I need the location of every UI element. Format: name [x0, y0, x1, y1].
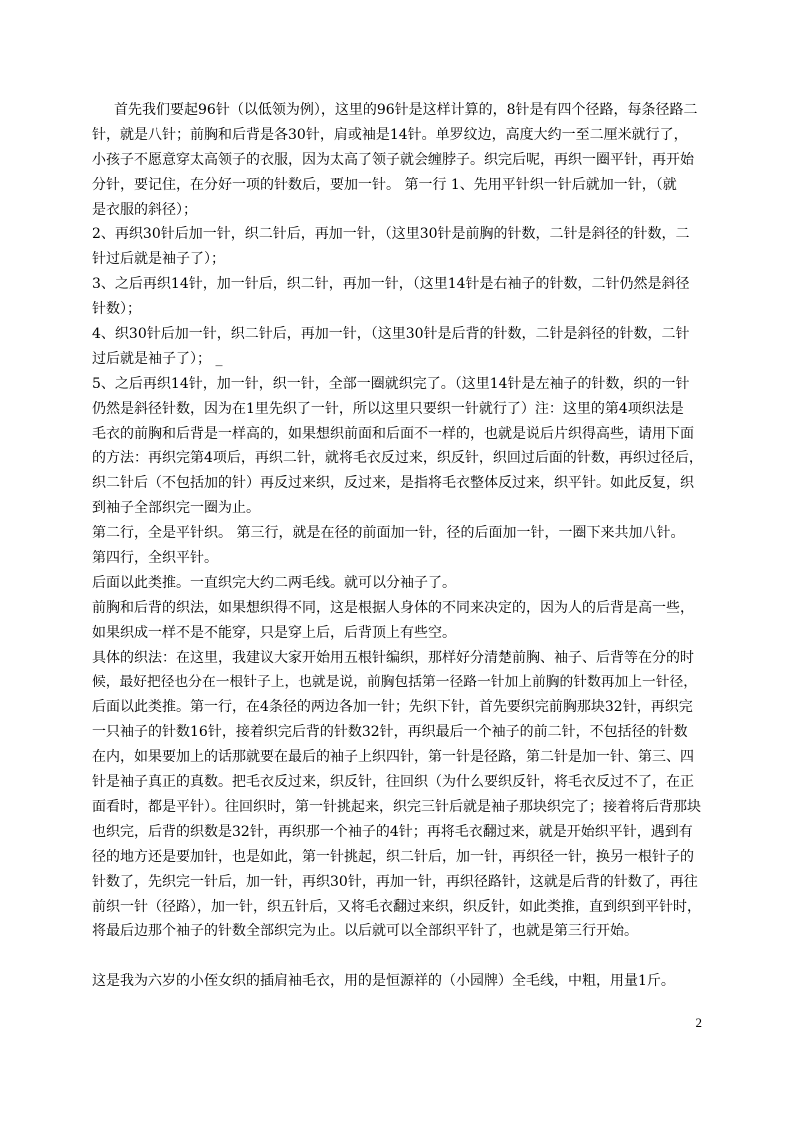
text-line: 候，最好把径也分在一根针子上，也就是说，前胸包括第一径路一针加上前胸的针数再加上一针径， [92, 674, 698, 691]
text-line: 织二针后（不包括加的针）再反过来织，反过来，是指将毛衣整体反过来，织平针。如此反复，织 [92, 475, 694, 492]
text-line: 分针，要记住，在分好一项的针数后，要加一针。 第一行 1、先用平针织一针后就加一针，（就 [92, 176, 677, 193]
text-line: 是衣服的斜径）； [92, 201, 197, 218]
text-line: 针是袖子真正的真数。把毛衣反过来，织反针，往回织（为什么要织反针，将毛衣反过不了，在正 [92, 774, 694, 791]
text-line: 后面以此类推。第一行，在4条径的两边各加一针；先织下针，首先要织完前胸那块32针，再织完 [92, 699, 693, 716]
text-line: 小孩子不愿意穿太高领子的衣服，因为太高了领子就会缠脖子。织完后呢，再织一圈平针，再开始 [92, 151, 694, 168]
text-line: 5、之后再织14针，加一针，织一针，全部一圈就织完了。（这里14针是左袖子的针数，织的一针 [92, 375, 690, 392]
text-line: 第四行，全织平针。 [92, 550, 218, 567]
text-line: 面看时，都是平针）。往回织时，第一针挑起来，织完三针后就是袖子那块织完了；接着将后背那块 [92, 798, 701, 815]
document-body [92, 98, 704, 994]
text-line: 仍然是斜径针数，因为在1里先织了一针，所以这里只要织一针就行了）注：这里的第4项织法是 [92, 400, 684, 417]
page-number: 2 [695, 1015, 702, 1030]
text-line: 后面以此类推。一直织完大约二两毛线。就可以分袖子了。 [92, 574, 456, 591]
text-line: 过后就是袖子了）； _ [92, 350, 223, 367]
text-line: 4、织30针后加一针，织二针后，再加一针，（这里30针是后背的针数，二针是斜径的针数，二针 [92, 326, 690, 343]
text-line: 也织完，后背的织数是32针，再织那一个袖子的4针；再将毛衣翻过来，就是开始织平针，遇到有 [92, 823, 693, 840]
text-line: 针过后就是袖子了）； [92, 251, 225, 268]
text-line: 具体的织法：在这里，我建议大家开始用五根针编织，那样好分清楚前胸、袖子、后背等在分的时 [92, 649, 694, 666]
text-line: 第二行，全是平针织。 第三行，就是在径的前面加一针，径的后面加一针，一圈下来共加八针。 [92, 525, 685, 542]
text-line: 毛衣的前胸和后背是一样高的，如果想织前面和后面不一样的，也就是说后片织得高些，请用下面 [92, 425, 694, 442]
text-line: 一只袖子的针数16针，接着织完后背的针数32针，再织最后一个袖子的前二针，不包括径的针数 [92, 724, 688, 741]
text-line: 2、再织30针后加一针，织二针后，再加一针，（这里30针是前胸的针数，二针是斜径的针数，二 [92, 226, 690, 243]
text-line: 在内，如果要加上的话那就要在最后的袖子上织四针，第一针是径路，第二针是加一针、第三、四 [92, 749, 694, 766]
text-line: 前胸和后背的织法，如果想织得不同，这是根据人身体的不同来决定的，因为人的后背是高一些， [92, 599, 694, 616]
closing-line: 这是我为六岁的小侄女织的插肩袖毛衣，用的是恒源祥的（小园牌）全毛线，中粗，用量1斤。 [92, 973, 675, 990]
text-line: 首先我们要起96针（以低领为例），这里的96针是这样计算的，8针是有四个径路，每条径路二 [114, 102, 698, 118]
text-line: 针数了，先织完一针后，加一针，再织30针，再加一针，再织径路针，这就是后背的针数了，再往 [92, 873, 698, 890]
text-line: 径的地方还是要加针，也是如此，第一针挑起，织二针后，加一针，再织径一针，换另一根针子的 [92, 848, 694, 865]
text-line: 针数）； [92, 301, 141, 318]
text-line: 前织一针（径路），加一针，织五针后，又将毛衣翻过来织，织反针，如此类推，直到织到平针时， [92, 898, 701, 915]
text-line: 针，就是八针；前胸和后背是各30针，肩或袖是14针。单罗纹边，高度大约一至二厘米就行了， [92, 126, 688, 143]
text-line: 3、之后再织14针，加一针后，织二针，再加一针，（这里14针是右袖子的针数，二针仍然是斜径 [92, 276, 690, 293]
text-line: 如果织成一样不是不能穿，只是穿上后，后背顶上有些空。 [92, 624, 456, 641]
text-line: 的方法：再织完第4项后，再织二针，就将毛衣反过来，织反针，织回过后面的针数，再织过径后， [92, 450, 703, 467]
text-line: 将最后边那个袖子的针数全部织完为止。以后就可以全部织平针了，也就是第三行开始。 [92, 923, 638, 940]
text-line: 到袖子全部织完一圈为止。 [92, 500, 260, 517]
